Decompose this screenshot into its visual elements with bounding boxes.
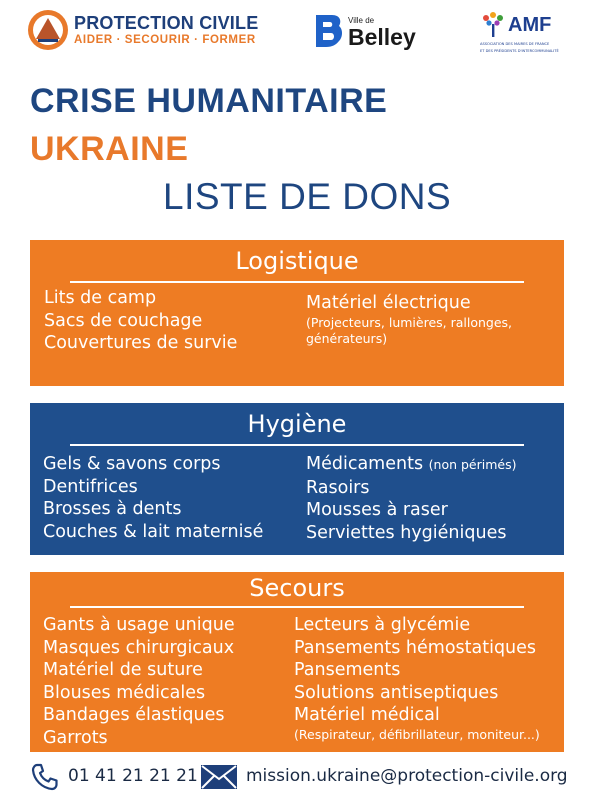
phone-number-link[interactable]: 01 41 21 21 21 [68,766,198,786]
list-item: Matériel médical [294,705,440,725]
section-logistique [30,240,564,386]
protection-civile-tagline: AIDER · SECOURIR · FORMER [74,33,256,46]
list-item: Mousses à raser [306,500,448,520]
section-divider [70,444,524,446]
list-item: Couches & lait maternisé [43,521,264,542]
list-item: Pansements hémostatiques [294,637,537,658]
list-item: Sacs de couchage [44,310,203,331]
protection-civile-emblem-icon [28,10,68,50]
title-ukraine: UKRAINE [30,130,189,168]
secours-left-column [43,614,235,749]
email-link[interactable]: mission.ukraine@protection-civile.org [246,766,568,786]
list-item: Matériel électrique [306,293,471,313]
list-item: Gels & savons corps [43,454,221,474]
list-item: Serviettes hygiéniques [306,522,507,543]
protection-civile-name: PROTECTION CIVILE [74,12,259,33]
belley-prefix: Ville de [348,16,375,25]
section-title-hygiene: Hygiène [247,410,347,438]
amf-name: AMF [508,13,552,36]
mail-icon [200,764,238,790]
list-item-label: Médicaments [306,454,424,474]
belley-b-icon [314,13,344,49]
secours-right-column [294,614,540,743]
list-item: Lits de camp [44,288,157,308]
list-item-note: (Projecteurs, lumières, rallonges, [306,314,513,330]
list-item: Couvertures de survie [44,333,238,353]
header [0,0,600,66]
list-item-note: (Respirateur, défibrillateur, moniteur...) [294,726,540,742]
title-crise-humanitaire: CRISE HUMANITAIRE [30,82,388,120]
list-item-note: générateurs) [306,330,388,346]
hygiene-left-column [43,453,263,543]
section-title-secours: Secours [249,574,345,602]
phone-icon [30,762,60,792]
logistique-right-column [306,292,512,347]
list-item: Blouses médicales [43,682,206,703]
list-item: Brosses à dents [43,499,182,519]
list-item [306,453,517,477]
list-item: Dentifrices [43,476,138,497]
protection-civile-logo [28,10,258,50]
amf-subtitle-1: ASSOCIATION DES MAIRES DE FRANCE [480,42,550,46]
section-divider [70,281,524,283]
amf-subtitle-2: ET DES PRÉSIDENTS D'INTERCOMMUNALITÉ [480,48,559,53]
list-item: Rasoirs [306,477,370,498]
list-item-note: (non périmés) [428,457,517,472]
section-hygiene [30,403,564,555]
list-item: Pansements [294,660,401,680]
list-item: Garrots [43,727,108,748]
footer [0,756,600,796]
section-title-logistique: Logistique [235,247,359,275]
list-item: Lecteurs à glycémie [294,615,471,635]
title-liste-de-dons: LISTE DE DONS [163,176,452,217]
list-item: Masques chirurgicaux [43,637,235,658]
section-divider [70,606,524,608]
list-item: Solutions antiseptiques [294,682,499,703]
list-item: Bandages élastiques [43,705,225,725]
belley-name: Belley [348,24,416,50]
belley-logo [314,13,416,49]
amf-logo [480,10,572,53]
amf-tree-icon [480,10,506,40]
section-secours [30,572,564,752]
hygiene-right-column [306,453,517,544]
list-item: Matériel de suture [43,660,203,680]
list-item: Gants à usage unique [43,615,235,635]
logistique-left-column [44,287,237,355]
